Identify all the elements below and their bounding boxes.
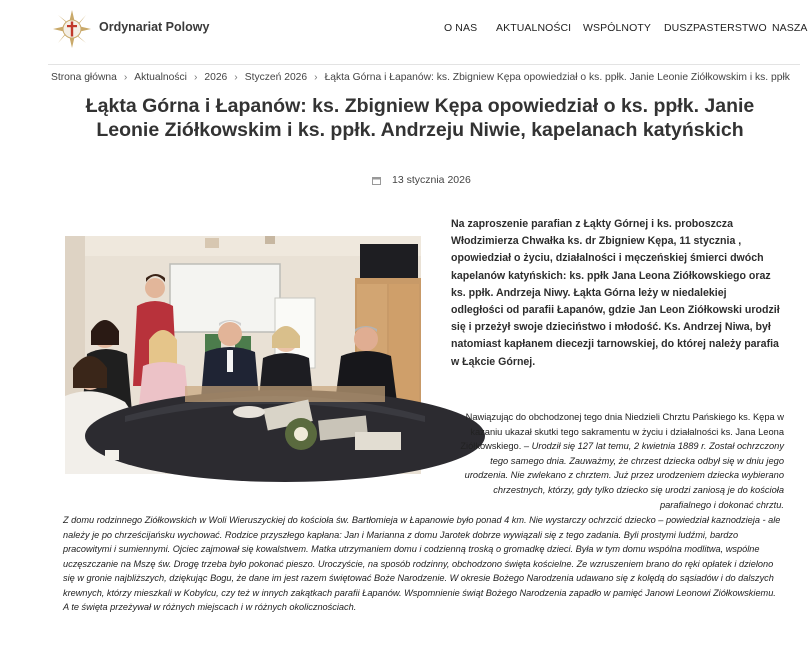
breadcrumb-year[interactable]: 2026 [204,72,228,83]
nav-item-nasza[interactable]: NASZA [772,22,808,34]
breadcrumb-month[interactable]: Styczeń 2026 [244,72,308,83]
paragraph-1-text: Nawiązując do obchodzonej tego dnia Niedzieli Chrztu Pańskiego ks. Kępa w kazaniu ukazał skutki tego sakramentu w życiu i działalności ks. Jana Leona Ziółkowskiego. – [460,412,784,452]
breadcrumb-separator-icon: › [314,72,318,83]
breadcrumb-current: Łąkta Górna i Łapanów: ks. Zbigniew Kępa opowiedział o ks. ppłk. Janie Leonie Ziółkowskim i ks. ppłk [324,72,790,83]
breadcrumb-separator-icon: › [123,72,128,83]
article-lead: Na zaproszenie parafian z Łąkty Górnej i ks. proboszcza Włodzimierza Chwałka ks. dr Zbigniew Kępa, 11 stycznia , opowiedział o życiu, działalności i męczeńskiej śmierci dwóch kapelanów katyńskich: ks. ppłk Jana Leona Ziółkowskiego oraz ks. ppłk. Andrzeja Niwy. Łąkta Górna leży w niedalekiej odległości od parafii Łapanów, gdzie Jan Leon Ziółkowski urodził się i przeżył swoje dzieciństwo i młodość. Ks. Andrzej Niwa, był natomiast kapłanem diecezji tarnowskiej, do której należy parafia w Łąkcie Górnej. [451,218,780,368]
breadcrumb [51,72,790,83]
breadcrumb-aktualnosci[interactable]: Aktualności [134,72,187,83]
nav-item-duszpasterstwo[interactable]: DUSZPASTERSTWO [664,22,767,34]
article-paragraph-2: Z domu rodzinnego Ziółkowskich w Woli Wieruszyckiej do kościoła św. Bartłomieja w Łapanowie było ponad 4 km. Nie wystarczy ochrzcić dziecko – powiedział kaznodzieja - ale należy je po chrześcijańsku wychować. Rodzice przyszłego kapłana: Jan i Marianna z domu Jarotek dobrze wywiązali się z tego zadania. Byli prostymi ludźmi, bardzo pracowitymi i sumiennymi. Ojciec zajmował się kowalstwem. Matka utrzymaniem domu i codzienną troską o gromadkę dzieci. Była w tym domu wspólna modlitwa, wspólne uczęszczanie na Mszę św. Drogę trzeba było pokonać pieszo. Uroczyście, na sposób rodzinny, obchodzono święta kościelne. Ze wzruszeniem brano do ręki opłatek i dzielono się w gronie najbliższych, dziękując Bogu, że dane im jest razem świętować Boże Narodzenie. W okresie Bożego Narodzenia udawano się z kolędą do sąsiadów i do dalszych krewnych, którzy mieszkali w Kobylcu, czy też w innych zakątkach parafii Łapanów. Wspomnienie świąt Bożego Narodzenia zapadło w pamięć Janowi Leonowi Ziółkowskiemu. A te święta przeżywał w różnych miejscach i w różnych okolicznościach. [63,515,781,612]
nav-item-aktualnosci[interactable]: AKTUALNOŚCI [496,22,572,34]
page-title: Łąkta Górna i Łapanów: ks. Zbigniew Kępa opowiedział o ks. ppłk. Janie Leonie Ziółkowskim i ks. ppłk. Andrzeju Niwie, kapelanach katyńskich [85,95,755,141]
nav-item-o-nas[interactable]: O NAS [444,22,478,34]
breadcrumb-separator-icon: › [234,72,238,83]
post-date-text: 13 stycznia 2026 [392,174,471,186]
site-name[interactable]: Ordynariat Polowy [99,20,210,34]
calendar-icon [372,176,381,185]
header-divider [48,64,800,65]
article-photo[interactable] [65,236,421,474]
main-nav [0,22,808,36]
breadcrumb-separator-icon: › [193,72,198,83]
breadcrumb-home[interactable]: Strona główna [51,72,117,83]
article-paragraph-1 [452,410,784,512]
post-date [372,174,471,186]
nav-item-wspolnoty[interactable]: WSPÓLNOTY [583,22,651,34]
site-header [0,0,808,62]
paragraph-1-quote: Urodził się 127 lat temu, 2 kwietnia 1889 r. Został ochrzczony tego samego dnia. Zauważmy, że chrzest dziecka odbył się w dniu jego urodzenia. Nie zwlekano z chrztem. Już przez urodzeniem dziecka wybierano chrzestnych, którzy, gdy tylko dziecko się urodzi zaniosą je do kościoła parafialnego i dokonać chrztu. [464,441,784,510]
